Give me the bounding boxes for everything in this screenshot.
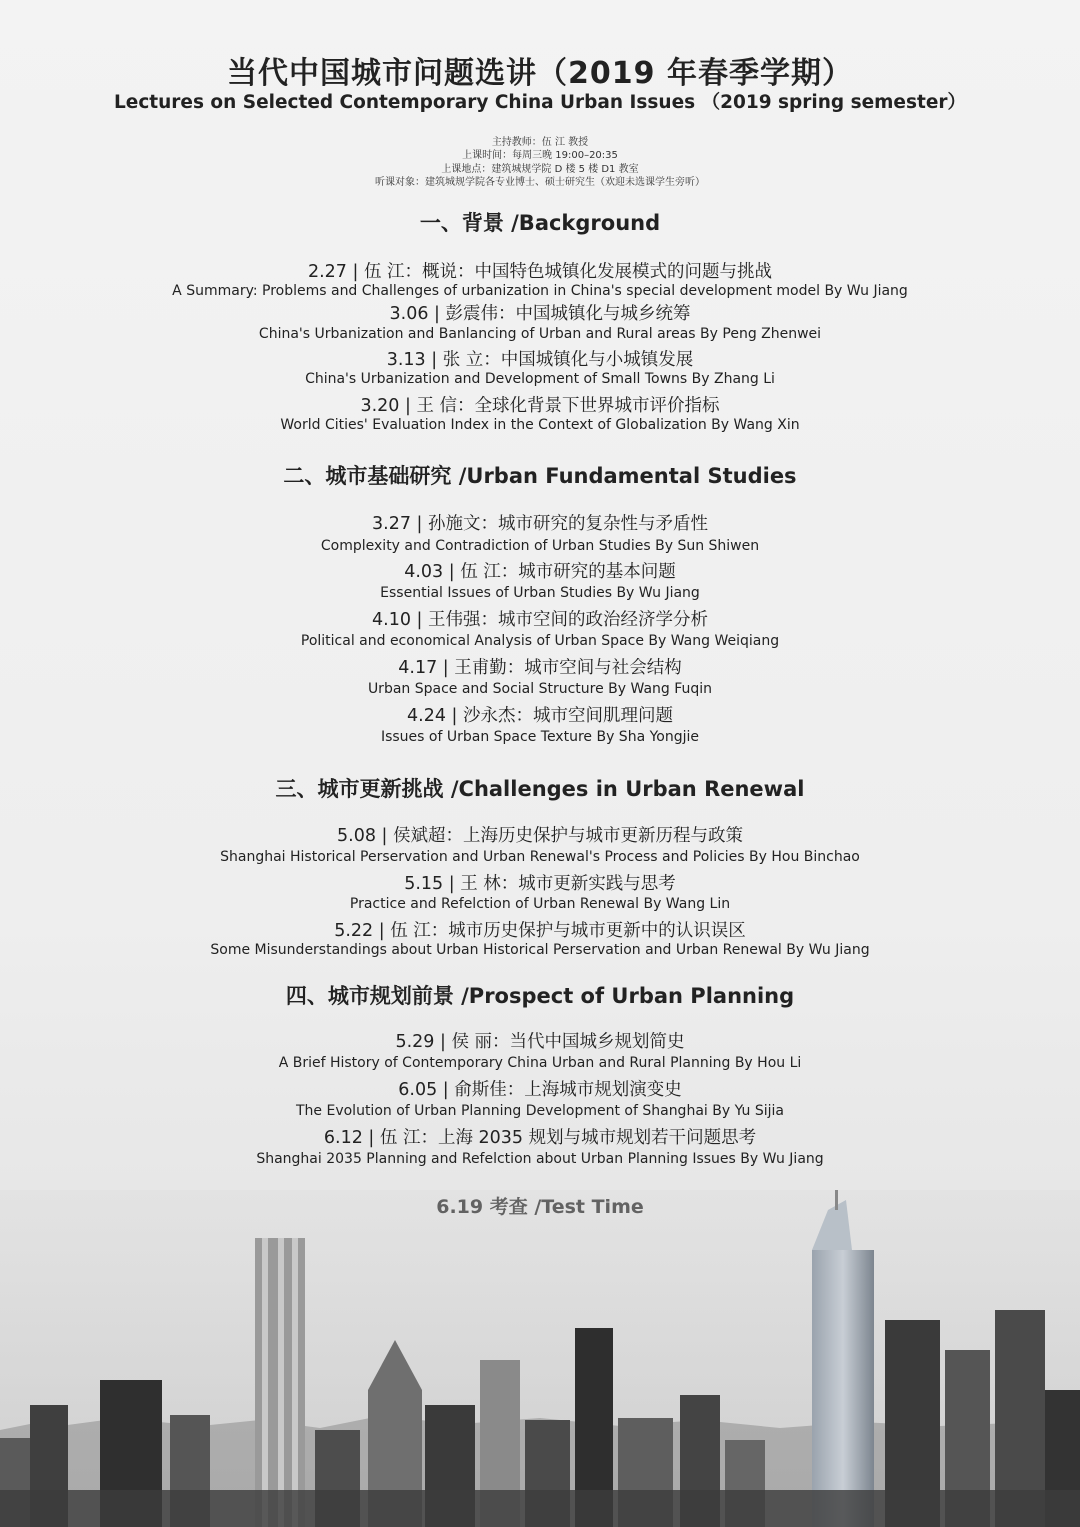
lecture-title: 2.27 | 伍 江：概说：中国特色城镇化发展模式的问题与挑战 [307,262,773,282]
lecture-title: 5.29 | 侯 丽：当代中国城乡规划简史 [395,1032,685,1052]
test-time: 6.19 考查 /Test Time [436,1196,644,1218]
info-time: 上课时间：每周三晚 19:00–20:35 [462,150,618,162]
lecture-title: 3.20 | 王 信：全球化背景下世界城市评价指标 [360,396,720,416]
section-heading-renewal: 三、城市更新挑战 /Challenges in Urban Renewal [275,777,805,801]
lecture-title: 4.24 | 沙永杰：城市空间肌理问题 [407,706,673,726]
title-chinese: 当代中国城市问题选讲（2019 年春季学期） [227,56,853,91]
lecture-subtitle: Urban Space and Social Structure By Wang Fuqin [367,681,713,697]
course-info [0,136,1080,189]
lecture-subtitle: The Evolution of Urban Planning Development of Shanghai By Yu Sijia [296,1103,784,1119]
lecture-title: 3.13 | 张 立：中国城镇化与小城镇发展 [386,350,694,370]
lecture-title: 3.06 | 彭震伟：中国城镇化与城乡统筹 [389,304,691,324]
section-heading-planning: 四、城市规划前景 /Prospect of Urban Planning [285,984,795,1008]
lecture-subtitle: Shanghai Historical Perservation and Urban Renewal's Process and Policies By Hou Binchao [220,849,860,865]
lecture-subtitle: A Brief History of Contemporary China Urban and Rural Planning By Hou Li [278,1055,802,1071]
lecture-subtitle: Political and economical Analysis of Urban Space By Wang Weiqiang [300,633,780,649]
city-skyline-image [0,1190,1080,1527]
lecture-title: 4.10 | 王伟强：城市空间的政治经济学分析 [372,610,708,630]
lecture-title: 5.08 | 侯斌超：上海历史保护与城市更新历程与政策 [337,826,743,846]
lecture-title: 5.15 | 王 林：城市更新实践与思考 [404,874,676,894]
lecture-title: 6.12 | 伍 江：上海 2035 规划与城市规划若干问题思考 [323,1128,757,1148]
lecture-title: 4.17 | 王甫勤：城市空间与社会结构 [398,658,682,678]
title-english: Lectures on Selected Contemporary China Urban Issues （2019 spring semester） [113,92,967,113]
lecture-title: 6.05 | 俞斯佳：上海城市规划演变史 [398,1080,682,1100]
lecture-subtitle: China's Urbanization and Banlancing of Urban and Rural areas By Peng Zhenwei [258,326,822,342]
lecture-subtitle: Issues of Urban Space Texture By Sha Yongjie [380,729,700,745]
section-heading-background: 一、背景 /Background [419,211,661,235]
lecture-subtitle: Essential Issues of Urban Studies By Wu Jiang [380,585,700,601]
section-heading-fundamental: 二、城市基础研究 /Urban Fundamental Studies [283,464,797,488]
lecture-subtitle: Practice and Refelction of Urban Renewal By Wang Lin [349,896,731,912]
lecture-title: 5.22 | 伍 江：城市历史保护与城市更新中的认识误区 [334,921,746,941]
lecture-subtitle: Shanghai 2035 Planning and Refelction about Urban Planning Issues By Wu Jiang [256,1151,824,1167]
lecture-title: 4.03 | 伍 江：城市研究的基本问题 [404,562,676,582]
info-audience: 听课对象：建筑城规学院各专业博士、硕士研究生（欢迎未选课学生旁听） [375,176,705,188]
lecture-subtitle: World Cities' Evaluation Index in the Context of Globalization By Wang Xin [280,417,800,433]
info-place: 上课地点：建筑城规学院 D 楼 5 楼 D1 教室 [441,163,639,175]
lecture-title: 3.27 | 孙施文：城市研究的复杂性与矛盾性 [372,514,708,534]
lecture-subtitle: A Summary: Problems and Challenges of urbanization in China's special development model By Wu Jiang [172,283,908,299]
lecture-subtitle: Some Misunderstandings about Urban Historical Perservation and Urban Renewal By Wu Jiang [210,942,870,958]
info-teacher: 主持教师：伍 江 教授 [491,137,589,148]
lecture-subtitle: China's Urbanization and Development of Small Towns By Zhang Li [305,371,775,387]
lecture-subtitle: Complexity and Contradiction of Urban Studies By Sun Shiwen [320,538,760,554]
